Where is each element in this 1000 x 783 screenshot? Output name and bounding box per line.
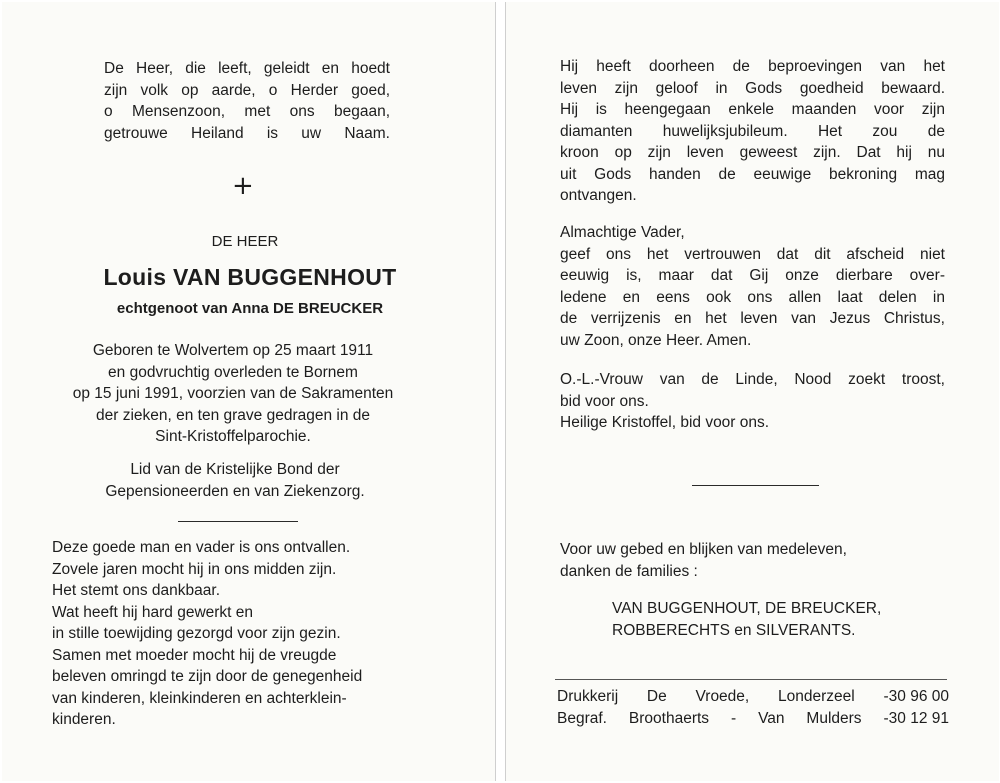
faith-line: uit Gods handen de eeuwige bekroning mag xyxy=(560,165,945,183)
faith-paragraph xyxy=(560,56,945,207)
cross-icon: + xyxy=(232,171,254,201)
membership-line: Lid van de Kristelijke Bond der xyxy=(130,461,340,478)
poem-line: zijn volk op aarde, o Herder goed, xyxy=(104,81,390,99)
faith-line: ontvangen. xyxy=(560,187,637,204)
prayer-line: de verrijzenis en het leven van Jezus Christus, xyxy=(560,310,945,327)
biography xyxy=(52,340,414,448)
tribute-line: Samen met moeder mocht hij de vreugde xyxy=(52,646,337,664)
prayer-line: eeuwig is, maar dat Gij onze dierbare over- xyxy=(560,267,945,284)
invocation-line: bid voor ons. xyxy=(560,392,649,410)
family-line: ROBBERECHTS en SILVERANTS. xyxy=(612,621,856,639)
divider xyxy=(692,485,819,486)
divider xyxy=(178,521,298,522)
thanks-line: Voor uw gebed en blijken van medeleven, xyxy=(560,541,847,558)
prayer xyxy=(560,222,945,351)
tribute-line: Het stemt ons dankbaar. xyxy=(52,582,221,599)
poem-line: getrouwe Heiland is uw Naam. xyxy=(104,124,390,142)
thanks-text xyxy=(560,539,960,582)
invocation-line: Heilige Kristoffel, bid voor ons. xyxy=(560,414,770,431)
printer-row xyxy=(557,708,949,730)
faith-line: diamanten huwelijksjubileum. Het zou de xyxy=(560,122,945,140)
faith-line: kroon op zijn leven geweest zijn. Dat hij nu xyxy=(560,144,945,161)
tribute-line: Deze goede man en vader is ons ontvallen. xyxy=(52,539,351,556)
honorific: DE HEER xyxy=(211,233,279,250)
printer-row xyxy=(557,686,949,708)
footer-rule xyxy=(555,679,947,680)
printer-credits xyxy=(557,686,949,729)
membership xyxy=(85,459,385,502)
bio-line: der zieken, en ten grave gedragen in de xyxy=(95,406,371,424)
tribute-line: van kinderen, kleinkinderen en achterklein- xyxy=(52,689,347,707)
membership-line: Gepensioneerden en van Ziekenzorg. xyxy=(105,482,365,500)
family-names xyxy=(612,598,942,641)
tribute-line: beleven omringd te zijn door de genegenheid xyxy=(52,668,363,685)
tribute-line: in stille toewijding gezorgd voor zijn gezin. xyxy=(52,625,341,642)
opening-poem xyxy=(104,58,390,144)
tribute-line: Zovele jaren mocht hij in ons midden zijn. xyxy=(52,560,337,578)
faith-line: Hij is heengegaan enkele maanden voor zijn xyxy=(560,101,945,118)
tribute-line: Wat heeft hij hard gewerkt en xyxy=(52,603,254,621)
tribute-text xyxy=(52,537,432,731)
printer-phone: 30 96 00 xyxy=(888,688,949,705)
prayer-line: uw Zoon, onze Heer. Amen. xyxy=(560,331,752,349)
bio-line: Geboren te Wolvertem op 25 maart 1911 xyxy=(92,342,374,359)
thanks-line: danken de families : xyxy=(560,562,698,580)
deceased-name: Louis VAN BUGGENHOUT xyxy=(103,264,397,290)
printer-name: Begraf. Broothaerts - Van Mulders - xyxy=(557,709,889,727)
poem-line: De Heer, die leeft, geleidt en hoedt xyxy=(104,60,390,77)
bio-line: Sint-Kristoffelparochie. xyxy=(155,428,311,445)
faith-line: Hij heeft doorheen de beproevingen van het xyxy=(560,58,945,75)
spouse-line: echtgenoot van Anna DE BREUCKER xyxy=(116,300,384,317)
card-gap xyxy=(495,0,505,783)
invocations xyxy=(560,369,945,434)
poem-line: o Mensenzoon, met ons begaan, xyxy=(104,103,390,120)
family-line: VAN BUGGENHOUT, DE BREUCKER, xyxy=(612,600,882,617)
printer-phone: 30 12 91 xyxy=(888,709,949,727)
bio-line: op 15 juni 1991, voorzien van de Sakramenten xyxy=(72,385,394,402)
bio-line: en godvruchtig overleden te Bornem xyxy=(108,363,358,381)
invocation-line: O.-L.-Vrouw van de Linde, Nood zoekt troost, xyxy=(560,371,945,388)
tribute-line: kinderen. xyxy=(52,711,116,728)
printer-name: Drukkerij De Vroede, Londerzeel - xyxy=(557,688,889,705)
prayer-line: geef ons het vertrouwen dat dit afscheid niet xyxy=(560,245,945,263)
prayer-line: Almachtige Vader, xyxy=(560,224,685,241)
prayer-line: ledene en eens ook ons allen laat delen in xyxy=(560,288,945,306)
faith-line: leven zijn geloof in Gods goedheid bewaard. xyxy=(560,79,945,97)
